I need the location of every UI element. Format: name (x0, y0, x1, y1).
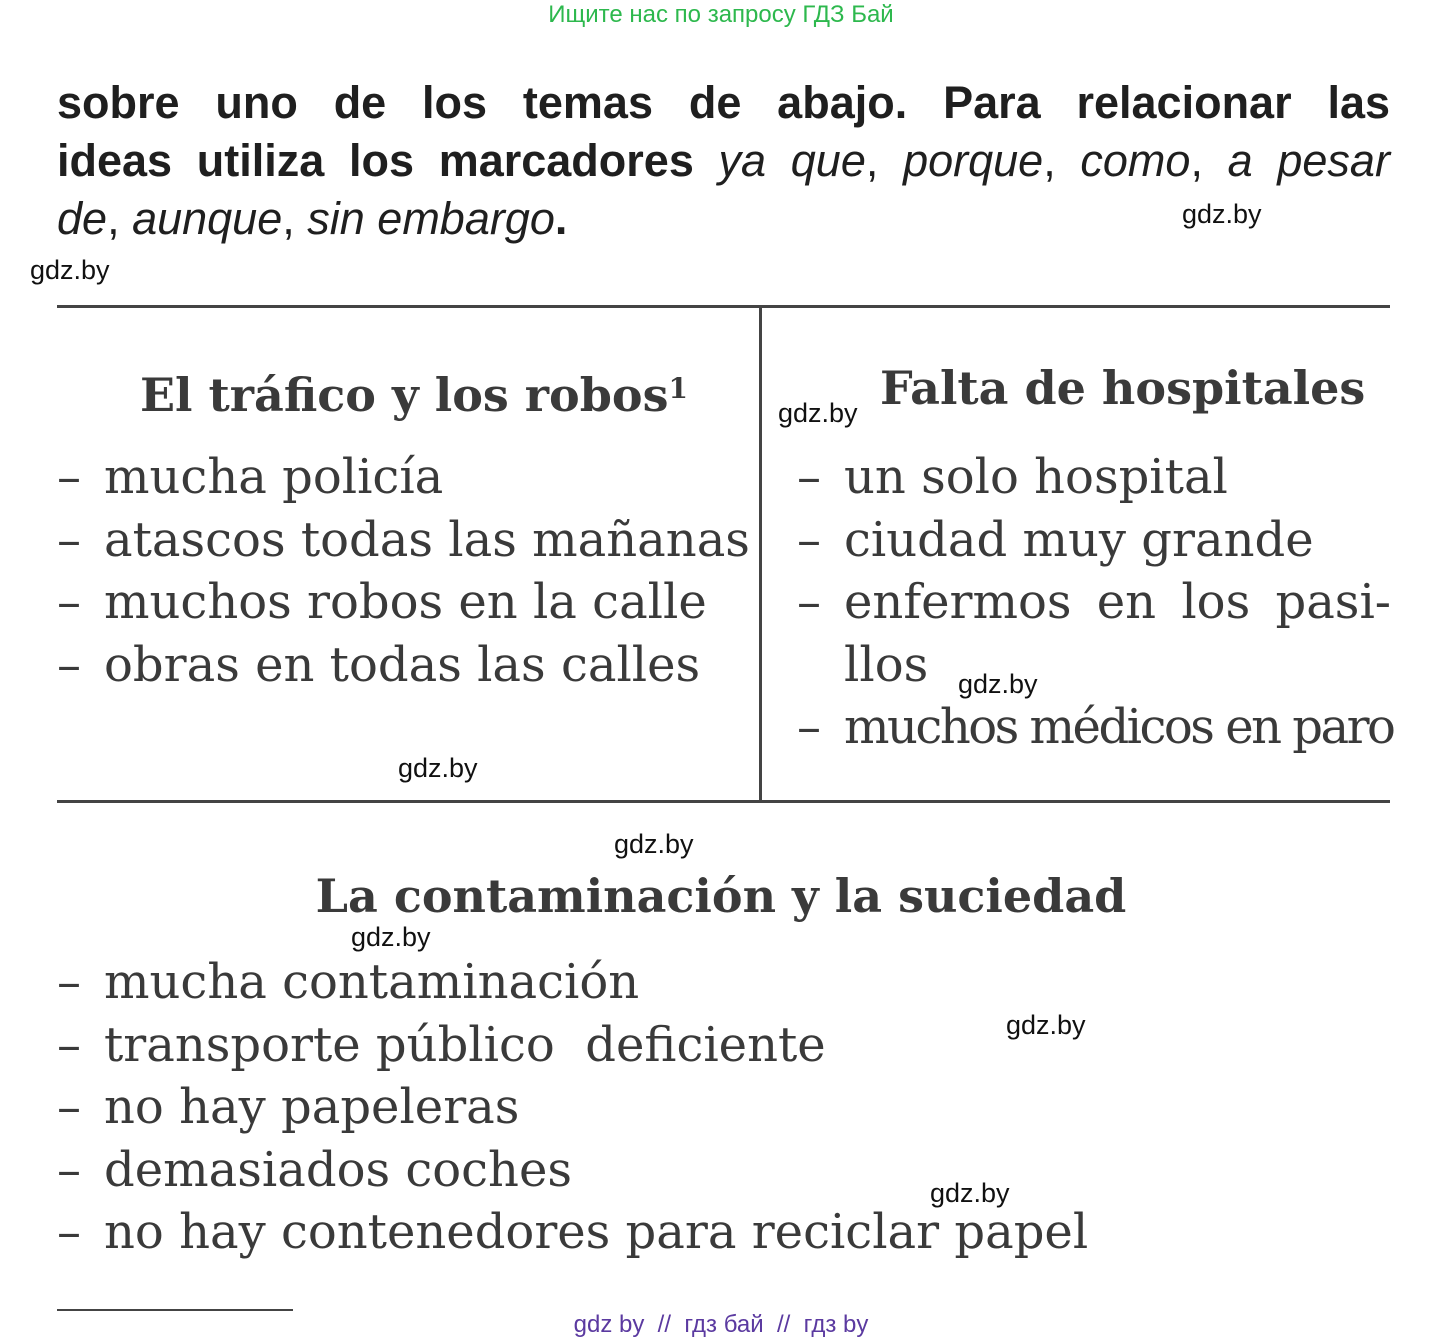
dash: – (797, 511, 821, 568)
item-text: un solo hospital (844, 449, 1228, 505)
list-item (57, 1139, 1088, 1202)
intro-text-bold: ideas utiliza los marcadores (57, 135, 719, 186)
item-text: muchos médicos en paro (844, 699, 1394, 755)
right-heading: Falta de hospitales (880, 361, 1366, 415)
list-item (57, 1076, 1088, 1139)
left-heading (140, 367, 688, 423)
item-text: demasiados coches (104, 1141, 572, 1198)
list-item (57, 446, 750, 509)
list-item (57, 571, 750, 634)
item-text: mucha contaminación (104, 954, 640, 1010)
watermark: gdz.by (398, 753, 478, 783)
watermark: gdz.by (614, 829, 694, 859)
list-item (57, 1014, 1088, 1077)
dash: – (57, 1141, 81, 1198)
intro-line-2 (57, 132, 1390, 190)
item-text: enfermos en los pasi- (844, 574, 1392, 630)
table-top-rule (57, 305, 1390, 308)
separator: , (1043, 135, 1081, 186)
marker-como: como (1080, 135, 1191, 186)
marker-de: de (57, 193, 108, 244)
bottom-list (57, 951, 1088, 1264)
dash: – (57, 1204, 81, 1260)
left-heading-text: El tráfico y los robos (140, 368, 669, 422)
period: . (554, 193, 568, 244)
dash: – (57, 511, 81, 568)
footer-watermark: gdz by // гдз бай // гдз by (573, 1311, 869, 1338)
dash: – (57, 1016, 81, 1073)
separator: , (107, 193, 133, 244)
item-text: atascos todas las mañanas (104, 511, 750, 568)
right-list (797, 446, 1394, 759)
watermark: gdz.by (778, 398, 858, 428)
dash: – (57, 1079, 81, 1135)
list-item (797, 509, 1390, 572)
item-text: obras en todas las calles (104, 636, 701, 693)
marker-porque: porque (903, 135, 1044, 186)
marker-a-pesar: a pesar (1227, 135, 1390, 186)
separator: , (282, 193, 308, 244)
marker-ya-que: ya que (718, 135, 866, 186)
item-text: transporte público deficiente (104, 1016, 826, 1073)
item-text: muchos robos en la calle (104, 574, 707, 630)
dash: – (57, 636, 81, 693)
list-item (797, 446, 1390, 509)
list-item (57, 1201, 1088, 1264)
list-item-continuation: llos (844, 636, 929, 693)
table-column-divider (759, 308, 762, 800)
marker-aunque: aunque (132, 193, 283, 244)
list-item (797, 571, 1390, 634)
watermark: gdz.by (351, 922, 431, 952)
dash: – (57, 954, 81, 1010)
dash: – (57, 574, 81, 630)
list-item (57, 634, 750, 697)
search-banner: Ищите нас по запросу ГДЗ Бай (548, 1, 894, 28)
footnote-mark: 1 (668, 372, 688, 405)
list-item (797, 696, 1394, 759)
watermark: gdz.by (30, 255, 110, 285)
separator: , (1190, 135, 1228, 186)
marker-sin-embargo: sin embargo (307, 193, 555, 244)
table-bottom-rule (57, 800, 1390, 803)
dash: – (57, 449, 81, 505)
watermark: gdz.by (958, 669, 1038, 699)
watermark: gdz.by (1006, 1010, 1086, 1040)
item-text: no hay contenedores para reciclar papel (104, 1204, 1089, 1260)
intro-line-1: sobre uno de los temas de abajo. Para relacionar las (57, 77, 1390, 128)
list-item (57, 509, 750, 572)
separator: , (865, 135, 904, 186)
dash: – (797, 699, 821, 755)
item-text: ciudad muy grande (844, 511, 1314, 568)
watermark: gdz.by (1182, 199, 1262, 229)
list-item (57, 951, 1088, 1014)
left-list (57, 446, 750, 696)
dash: – (797, 574, 821, 630)
dash: – (797, 449, 821, 505)
bottom-heading: La contaminación y la suciedad (315, 869, 1127, 923)
item-text: mucha policía (104, 449, 444, 505)
item-text: no hay papeleras (104, 1079, 520, 1135)
watermark: gdz.by (930, 1178, 1010, 1208)
